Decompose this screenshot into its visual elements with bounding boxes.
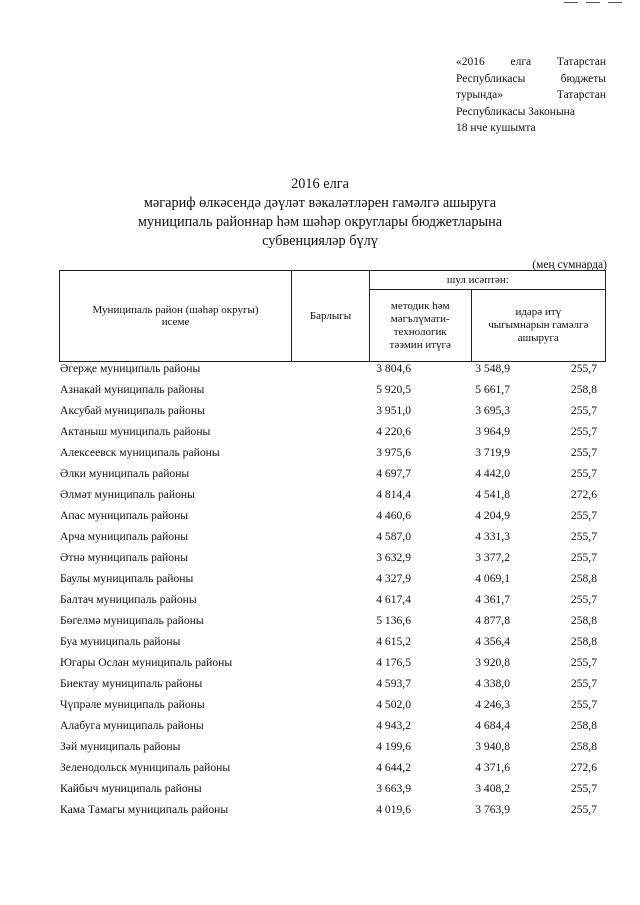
method-value: 3 920,8 xyxy=(475,656,510,669)
total-value: 4 199,6 xyxy=(376,740,411,753)
method-value: 3 408,2 xyxy=(475,782,510,795)
district-name: Кайбыч муниципаль районы xyxy=(60,782,202,795)
method-value: 3 964,9 xyxy=(475,425,510,438)
document-title xyxy=(0,175,640,251)
method-value: 4 246,3 xyxy=(475,698,510,711)
district-name: Әлмәт муниципаль районы xyxy=(60,488,195,501)
admin-value: 255,7 xyxy=(570,551,597,564)
method-value: 3 695,3 xyxy=(475,404,510,417)
admin-value: 255,7 xyxy=(570,446,597,459)
total-value: 4 814,4 xyxy=(376,488,411,501)
district-name: Әтнә муниципаль районы xyxy=(60,551,189,564)
method-value: 3 377,2 xyxy=(475,551,510,564)
total-value: 4 615,2 xyxy=(376,635,411,648)
total-value: 5 920,5 xyxy=(376,383,411,396)
method-value: 4 204,9 xyxy=(475,509,510,522)
total-value: 4 220,6 xyxy=(376,425,411,438)
table-row xyxy=(59,613,606,634)
header-admin-cell: идарә итү чыгымнарын гамәлгә ашыруга xyxy=(471,290,605,362)
district-name: Алексеевск муниципаль районы xyxy=(60,446,220,459)
total-value: 4 460,6 xyxy=(376,509,411,522)
total-value: 3 975,6 xyxy=(376,446,411,459)
table-row xyxy=(59,655,606,676)
table-row xyxy=(59,529,606,550)
admin-value: 258,8 xyxy=(570,740,597,753)
total-value: 3 663,9 xyxy=(376,782,411,795)
admin-value: 255,7 xyxy=(570,467,597,480)
table-row xyxy=(59,403,606,424)
admin-value: 255,7 xyxy=(570,698,597,711)
total-value: 4 644,2 xyxy=(376,761,411,774)
table-row xyxy=(59,571,606,592)
table-row xyxy=(59,802,606,823)
total-value: 4 587,0 xyxy=(376,530,411,543)
district-name: Югары Ослан муниципаль районы xyxy=(60,656,233,669)
total-value: 4 617,4 xyxy=(376,593,411,606)
total-value: 5 136,6 xyxy=(376,614,411,627)
admin-value: 258,8 xyxy=(570,614,597,627)
table-row xyxy=(59,697,606,718)
table-row xyxy=(59,424,606,445)
district-name: Әгерҗе муниципаль районы xyxy=(60,362,201,375)
total-value: 4 502,0 xyxy=(376,698,411,711)
total-value: 4 943,2 xyxy=(376,719,411,732)
method-value: 4 442,0 xyxy=(475,467,510,480)
method-value: 4 069,1 xyxy=(475,572,510,585)
method-value: 4 684,4 xyxy=(475,719,510,732)
table-row xyxy=(59,634,606,655)
title-line-3: муниципаль районнар һәм шәһәр округлары бюджетларына xyxy=(137,214,503,230)
method-value: 4 356,4 xyxy=(475,635,510,648)
admin-value: 255,7 xyxy=(570,509,597,522)
admin-value: 255,7 xyxy=(570,656,597,669)
admin-value: 255,7 xyxy=(570,593,597,606)
admin-value: 258,8 xyxy=(570,719,597,732)
table-header xyxy=(59,270,606,362)
table-row xyxy=(59,508,606,529)
method-value: 4 541,8 xyxy=(475,488,510,501)
table-row xyxy=(59,676,606,697)
total-value: 3 951,0 xyxy=(376,404,411,417)
district-name: Азнакай муниципаль районы xyxy=(60,383,205,396)
table-row xyxy=(59,739,606,760)
total-value: 4 176,5 xyxy=(376,656,411,669)
annex-line-1: «2016 елга Татарстан xyxy=(456,56,606,68)
method-value: 4 338,0 xyxy=(475,677,510,690)
table-row xyxy=(59,445,606,466)
method-value: 4 361,7 xyxy=(475,593,510,606)
total-value: 4 327,9 xyxy=(376,572,411,585)
method-value: 3 940,8 xyxy=(475,740,510,753)
method-value: 3 763,9 xyxy=(475,803,510,816)
admin-value: 255,7 xyxy=(570,362,597,375)
district-name: Зеленодольск муниципаль районы xyxy=(60,761,231,774)
method-value: 4 877,8 xyxy=(475,614,510,627)
table-row xyxy=(59,718,606,739)
annex-line-2: Республикасы бюджеты xyxy=(456,72,606,85)
district-name: Балтач муниципаль районы xyxy=(60,593,197,606)
header-total-cell: Барлыгы xyxy=(292,271,370,362)
admin-value: 272,6 xyxy=(570,761,597,774)
table-row xyxy=(59,466,606,487)
header-including-cell: шул исәптән: xyxy=(369,271,605,290)
district-name: Зәй муниципаль районы xyxy=(60,740,181,753)
total-value: 3 632,9 xyxy=(376,551,411,564)
district-name: Баулы муниципаль районы xyxy=(60,572,194,585)
table-row xyxy=(59,760,606,781)
header-name-cell: Муниципаль район (шәһәр округы) исеме xyxy=(60,271,292,362)
district-name: Буа муниципаль районы xyxy=(60,635,181,648)
annex-reference xyxy=(456,54,606,137)
district-name: Чүпрәле муниципаль районы xyxy=(60,698,205,711)
method-value: 5 661,7 xyxy=(475,383,510,396)
admin-value: 255,7 xyxy=(570,782,597,795)
district-name: Әлки муниципаль районы xyxy=(60,467,190,480)
district-name: Биектау муниципаль районы xyxy=(60,677,203,690)
district-name: Аксубай муниципаль районы xyxy=(60,404,205,417)
total-value: 4 019,6 xyxy=(376,803,411,816)
district-name: Алабуга муниципаль районы xyxy=(60,719,204,732)
table-row xyxy=(59,550,606,571)
annex-line-4: Республикасы Законына xyxy=(456,105,575,118)
title-line-1: 2016 елга xyxy=(291,176,349,192)
admin-value: 255,7 xyxy=(570,530,597,543)
admin-value: 255,7 xyxy=(570,803,597,816)
admin-value: 272,6 xyxy=(570,488,597,501)
total-value: 3 804,6 xyxy=(376,362,411,375)
method-value: 3 719,9 xyxy=(475,446,510,459)
table-body xyxy=(59,361,606,823)
method-value: 3 548,9 xyxy=(475,362,510,375)
table-row xyxy=(59,382,606,403)
table-row xyxy=(59,361,606,382)
district-name: Кама Тамагы муниципаль районы xyxy=(60,803,229,816)
annex-line-5: 18 нче кушымта xyxy=(456,122,536,134)
title-line-4: субвенцияләр бүлү xyxy=(262,233,378,249)
admin-value: 255,7 xyxy=(570,404,597,417)
annex-line-3: турында» Татарстан xyxy=(456,89,606,101)
table-row xyxy=(59,592,606,613)
total-value: 4 593,7 xyxy=(376,677,411,690)
table-row xyxy=(59,781,606,802)
district-name: Актаныш муниципаль районы xyxy=(60,425,211,438)
corner-marks xyxy=(564,2,622,4)
district-name: Апас муниципаль районы xyxy=(60,509,189,522)
admin-value: 255,7 xyxy=(570,425,597,438)
header-method-cell: методик һәм мәгълүмати-технологик тәэмин итүгә xyxy=(369,290,471,362)
title-line-2: мәгариф өлкәсендә дәүләт вәкаләтләрен гамәлгә ашыруга xyxy=(143,195,497,211)
district-name: Арча муниципаль районы xyxy=(60,530,189,543)
admin-value: 258,8 xyxy=(570,383,597,396)
total-value: 4 697,7 xyxy=(376,467,411,480)
district-name: Бөгелмә муниципаль районы xyxy=(60,614,204,627)
admin-value: 255,7 xyxy=(570,677,597,690)
admin-value: 258,8 xyxy=(570,572,597,585)
method-value: 4 331,3 xyxy=(475,530,510,543)
table-row xyxy=(59,487,606,508)
method-value: 4 371,6 xyxy=(475,761,510,774)
units-note: (мең сумнарда) xyxy=(532,259,607,271)
admin-value: 258,8 xyxy=(570,635,597,648)
